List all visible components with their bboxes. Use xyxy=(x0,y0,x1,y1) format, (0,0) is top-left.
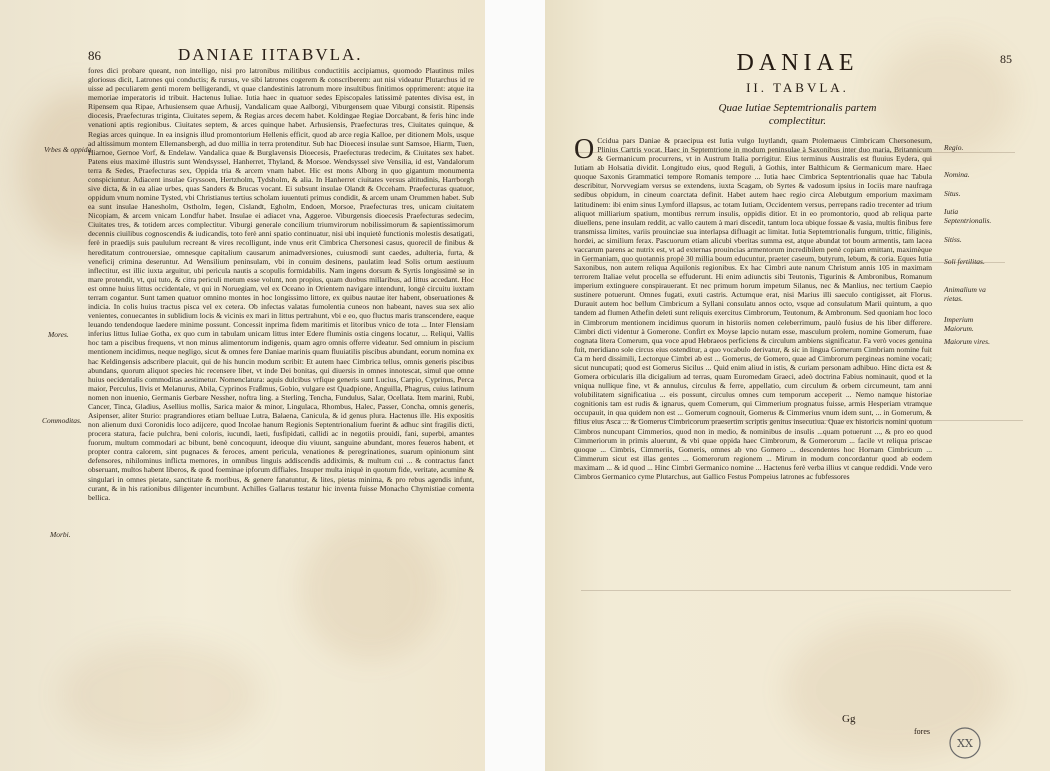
right-page-subtitle: II. TABVLA. xyxy=(746,80,849,95)
right-margin-note-situs: Situs. xyxy=(944,189,961,198)
left-margin-note-commoditas: Commoditas. xyxy=(42,416,82,425)
right-margin-note-sitiss: Sitiss. xyxy=(944,235,962,244)
right-page-heading-line2: complectitur. xyxy=(768,115,827,127)
right-page-number: 85 xyxy=(1000,52,1012,66)
right-page-title: DANIAE xyxy=(736,50,859,76)
right-margin-note-animalium: Animalium va rietas. xyxy=(944,285,986,303)
stamp-text: XX xyxy=(957,737,973,750)
right-margin-note-nomina: Nomina. xyxy=(944,170,970,179)
right-margin-note-soli-fertilitas: Soli fertilitas. xyxy=(944,257,985,266)
left-page-body-text: fores dici probare queant, non intelligo, nisi pro latronibus militibus conductitiis accipiamus, quomodo Plautinus miles gloriosus dicit, Latrones qui conductis; & rursus, ve sibi latrones cogerem & conscriberem: aut nisi videatur Plutarchus id re uisse ad peculiarem genti morem belligerandi, vt quae clandestinis latronum more insultibus finitimos opprimerent: atque ita memoriae imperatoris id tribuit. Hactenus Iuliae. Iutia haec in quatuor sedes Episcopales latissimè patentes divisa est, in Ripensem qua Ripae, Arhusiensem quae Arhusij, Vandalicam quae Aalborgi, Viburgensem quae Viburgi consistit. Ripensis diocesis, Praefecturas triginta, Ciuitates sepem, & Regias arces decem habet. Koldingae Regiae Dorcabant, & feris hinc inde venationi aptis regionibus. Ciuitates septem, & arces quinque habet. Arhusiensis, Praefecturas tres, Ciuitates quinque, & Regias arces quinque. In ea insignis illud promontorium Hellenis efficit, quod ab arce regia Kalloe, per ditionem Mols, usque ad altissimum montem Ellemansbergh, ad duo millia in terra protenditur. Sub hac Dioecesi insulae sunt Samsoe, Hiarm, Tuen, Hiarnoe, Gernoe Vorf, & Endelaw. Vandalica quae & Burglavensis Dioecesis, Praefecturas tredecim, & Ciuitates sex habet. Patens eius maximè illustris sunt Wendsyssel, Hanherret, Thyland, & Morsoe. Wendsyssel sive Vensilia, id est, Vandalorum terra & Sedes, Praefecturas sex, Oppida tria & arcem vnam habet. Hic est mons Alborg in quo gigantum monumenta conspiciuntur. Adiacent insulae Gryssoen, Hertzholm, Tydsholm, & alia. In Hanherret ciuitates versus altitudinis, Harrborgh sive dicta, & in ea aliae urbes, quas Sanders & Brucas vocant. Ei subsunt insulae Olandt & Occeham. Praefecturas quatuor, oppidum vnum nomine Tysted, vbi Christianus tertius scholam iuuentuti primus condidit, & arcem unam Orummen habet. Sub ea sunt insulae Hanesholm, Ostholm, Iegen, Cislandt, Egholm, Endoen, Morsoe, Praefecturas tres, unicam ciuitatem Nicopiam, & arcem vnicam Londfur habet. Insulae ei adiacet vna, Aggeroe. Viburgensis dioecesis Praefecturas sedecim, Ciuitates tres, & totidem arces complectitur. Viburgi generale concilium triumvirorum nobilissimorum & sapientissimorum decennis ciuilibus cognoscendis & iudicandis, toto ferè anni spatio continuatur, nisi ubi inquietè functionis molestis desatigati, ferè in praedijs suis paululum recreant & vires recolligunt, inde vnus erit Cimbrica Chersonesi casus, quorecil de finibus & hereditatum controuersiae, omnesque capitalium causarum animadversiones, cuiusmodi sunt caedes, adulteria, furta, & veneficij crimina deseruntur. Ad Wensilium peninsulam, vbi in conuim desinens, paulatim lead Solis ortum aestiuum inflectitur, est illic iuxta arguitur, ubi pericula nautis a scopulis formidabilis. Nam ingens dorsum & Syrtis longissimè se in mare protendit, vt, qui tuto, & citra periculi metum esse volunt, non propius, quam duobus millaribus, ad littus accedant. Hoc est omne huius littus occidentale, vt qui in Noruegiam, vel ex Oceano in Orientem navigare intendunt, longè circuitu iuxtam terram cogantur. Sunt tamen quatuor omnino montes in hoc longissimo littore, ex quibus nautae iter habent, obseruationes & indicia. In colis huius tractus pisca vel ex cetera. Ob infectas valatas fumolentia cuneos non habeant, naves sua sex alio venientes, conuecantes in sublidium locis & vicinis ex mari in littus pertrahunt, vbi e eo, quo fluctus maris transcendere, eaque leuando tendendoque laedere minime possunt. Concessit inprima fidem maritimis et litoribus vnico de tota ... Inter Flensiam inferius littus Iuliae Gotha, ex quo cum in tabulam unicam littus inter Edere fluminis ostia cingens locatur, ... Reliqui, Vallis hoc tam a piscibus frequens, vt non minus alimentorum indigenis, quam agro omnis offerre videatur. Sed omnium in piscium mentionem incidimus, neque negligo, sicut & omnes fere Daniae marinis quam fluuiatilis piscibus abundant, eorum nomina ex hac Keldingensis adscribere placuit, qui de his huncin modum scribit: Et autem haec Cimbrica tellus, omnis generis piscibus abundans, quorum aliquot species hic recensere libet, vt inde Dei bonitas, qui diuersis in omnes innotescat, simul que omne huius oecidentalis commoditas aestimetur. Nomenclatura: aquis dulcibus vrfique generis sunt Lucius, Carpio, Cyprinus, Perca maior, Perculus, Ilvis et Melanurus, Abila, Cyprinos Fraßmus, Gobio, vulgare est Quadpione, Anguilla, Phagrus, cuius latinum nomen non inuenio, Germanis Gerbare Nessher, noftra ling. a Sterling, Tencha, Fundulus, Salar, Ocellata. Item marini, Rubi, Cancer, Tinca, Gladius, Asellius mollis, Sarica maior & minor, Lingulaca, Rhombus, Halec, Passer, Concha, omnis generis, Asipenser, aliter Sturio: pragrandiores etiam belluae Lutra, Balaena, Canicula, & id genus plura. Hactenus ille. His expositis non alienum duxi Coronidis loco adijcere, quod Incolae hanum Regionis Septentrionalium fuerint & adhuc sint fragilis dicti, procera statura, facie pulchra, beni coloris, iucundi, laeti, fusfipidati, callidi ac in negotiis prouidi, fani, superbi, amantes fuorum, multum commodari ac bibunt, benè concoquunt, ideoque diu viuunt, sanguine abundant, mores feueros habent, et propter contra calorem, sint pugnaces & feroces, ament pericula, venationes & peregrinationes, suarum opinionum sint defensores, nihilominus inflicta memores, in omnibus linguis addiscendis addiximis, & multum cui ... & contractus fanct obseruant, multos habent liberos, & quod foeminae ipforum diffiales. Insuper multa iniquè in quotum fide, veritate, acumine & singulari in omnes pietate, sanctitate & moribus, & genere fanatuntur, & lites, pietas minima, & pro rebus agendis infunt, curant, & in his rationibus diligenter incumbunt. Achilles Gallarus testatur hic inventa fuisse Monacho Chymistiae comenta bellica. xyxy=(88,66,474,502)
collector-stamp-icon xyxy=(947,725,983,761)
right-margin-note-iutia: Iutia Septentrionalis. xyxy=(944,207,992,225)
right-margin-note-vires: Maiorum vires. xyxy=(944,337,990,346)
catchword: fores xyxy=(914,727,930,736)
right-page-body-text: Ccidua pars Daniae & praecipua est Iutia vulgo Iuytlandt, quam Ptolemaeus Cimbricam Chersonesum, Plinius Cartris vocat. Haec in Septemtrione in modum peninsulae à Saxonibus inter duo maria, Britannicum & Germanicum procurrens, vt in Austrum Italia porrigitur. Eius terminus Australis est fluuius Eydera, qui Iutiam ab Holsatia dividit. Longitudo eius, quod Reguli, à Gothis, inter Balthicum & Germanicum mare. Haec quoque Saxonis Grammatici tempore Romanis tempore ... Iutia haec Cimbrica Septentrionalis quae hac Tabula describitur, Norvvegiam versus se extendens, iuxta Scagam, ob Syrtes & vadosum ipsius in Iociis mare naufraga sedibus obpidum, in cineum coarctata definit. Habet autem haec regio circa Alebutgum emporium maximam latitudinem: ibi enim sinus Lymford illapsus, ac totam Iutiam, Occidentem versus, perrepans radio trecenter ad trium aliquot milliarium spatium, montibus rerrum insulis, oppidis ditior. Et in eo promontorio, quod ab reliqua parte diuellens, pene insulam reddit, ac vallo cautem à mari discedit, tantum loca ubique fossae & vasia, multis finibus fere transmissa limites, variis prouinciae sua interlapsa difluagit ac limitat. Iutia Septemtrionalis fungum, trittic, filiginis, hordei, ac similium ferax. Pascuorum etiam alicubi vberitas summa est, atque abundat tot boum armentis, tam lacea vaccarum parens ac nutrix est, vt ad externas prouincias armentorum incredibilem penè copiam emittant, maximèque in Germaniam, quo quotannis propè 30 millia boum educuntur, praeter caseum, butyrum, lebum, & coria. Eques Iutia Saxonibus, non autem reliqua Aquilonis regionibus. Ex hac Cimbri aute nanum Christum annis 105 in maximam terrorem Italiae velut procella se effuderunt. Hi enim adiunctis sibi Teutonis, Tigurinis & Ambronibus, Romanum imperium extinguere conspirauerant. Et nec primum horum impetum Silanus, nec & Manlius, nec tertium Caepio sustinere potuerunt. Omnes fugati, exuti castris. Actumque erat, nisi Marius illi saeculo contigisset, ait Florus. Durauit autem hoc bellum Cimbricum a Syllani consulatu annos octo, vsque ad consulatum Marii quintum, a quo tandem ad flumen Athefin deleti sunt reliquis exercitus Cimbrorum, Teutonum, & Ambronum. Sed quoniam hoc loco in Cimbrorum mentionem incidimus quorum in historiis nomen celeberrimum, paulò fusius de his liber differere. Cimbri dicti videntur à Gomerone. Confirt ex Moyse lapcio nutam esse, masculum prolem, nomine Gomerum, fuae cognata litera Comerum, qua voce apud Hebraeos perficiens & circulum ambiens significatur. Fa verò voces genuina fuit, meridiano sole circus eius ostenditur, a quo vocabulo derivatur, & sic in lingua Gomerum Cimbriam nomine fuit Ca m herd dissimili, Lectorque Cimbri ab est ... Gomerus, de Gomero, quae ad Cimbrorum pergineas nomine vocati; sicut nuncupati; quod est Gomerus Sicilus ... Quid enim aliud in istis, & curiam personam adhibuo. Hinc dicta est & Gomera orbicularis illa dicigalium ad terras, quam Euromedam Graeci, adeò doctrina Fabius nominauit, quod et la vniqua nullique fine, vt & annulus, circulus & ferre, appellatio, cum circulum & orbem circumeunt, tam anni volubilitatem significatiua ... eis possunt, circulus omnes cum temporum acceperit ... Nemo namque historiae cognitionis tam est rudis & ignarus, quem Comerum, qui Cimmerium prognatus fuisse, armis Hesperiam vtramque occupauit, in qua quidem non est ... Gomerum cognouit, Gomerus & Cimmerius vnum idem sunt, ... in Gomerum, & filius eius Asca ... & Gomerus Cimbricorum praesertim scriptis genitus insecutiua. Quae ex historicis nomini quotum Cimbros nuncupant Cimmerios, quod non in medio, & nominibus de insulis ...quam potuerunt ..., & pro eo quod Cimmeriorum in primis aluerunt, & vbi quae oppida haec Cimbrorum, & Gomerorum ... facile vt reliqua priscae quoque ... Cimbris, Cimmeriis, Gomeris, omnes ab vno Gomero ... descendentes hoc Hornam Cimbricum ... Cimmerum sicut est illas gentes ... Gomerorum regionem ... Mirum in modum concordantur quod ab eodem maximam ... & id quod ... Hinc Cimbri Germanico nomine ... Hactenus ferè verba illius vt canque reddidi. Vnde vero Cimbros Germanico cyme Plutarchus, aut Gallico Festus Pompeius latrones ac fubfessores xyxy=(574,136,932,481)
left-page-running-title: DANIAE IITABVLA. xyxy=(178,45,363,64)
left-margin-note-morbi: Morbi. xyxy=(50,530,71,539)
page-gutter xyxy=(485,0,545,771)
left-page xyxy=(0,0,485,771)
left-margin-note-mores: Mores. xyxy=(48,330,69,339)
right-page-heading-line1: Quae Iutiae Septemtrionalis partem xyxy=(718,102,877,114)
left-margin-note-cities: Vrbes & oppida. xyxy=(44,145,94,154)
right-margin-note-regio: Regio. xyxy=(944,143,964,152)
signature-mark: Gg xyxy=(842,713,856,725)
left-page-number: 86 xyxy=(88,48,101,63)
right-page-body xyxy=(574,136,932,714)
right-margin-note-imperium: Imperium Maiorum. xyxy=(944,315,974,333)
drop-cap: O xyxy=(574,136,595,165)
